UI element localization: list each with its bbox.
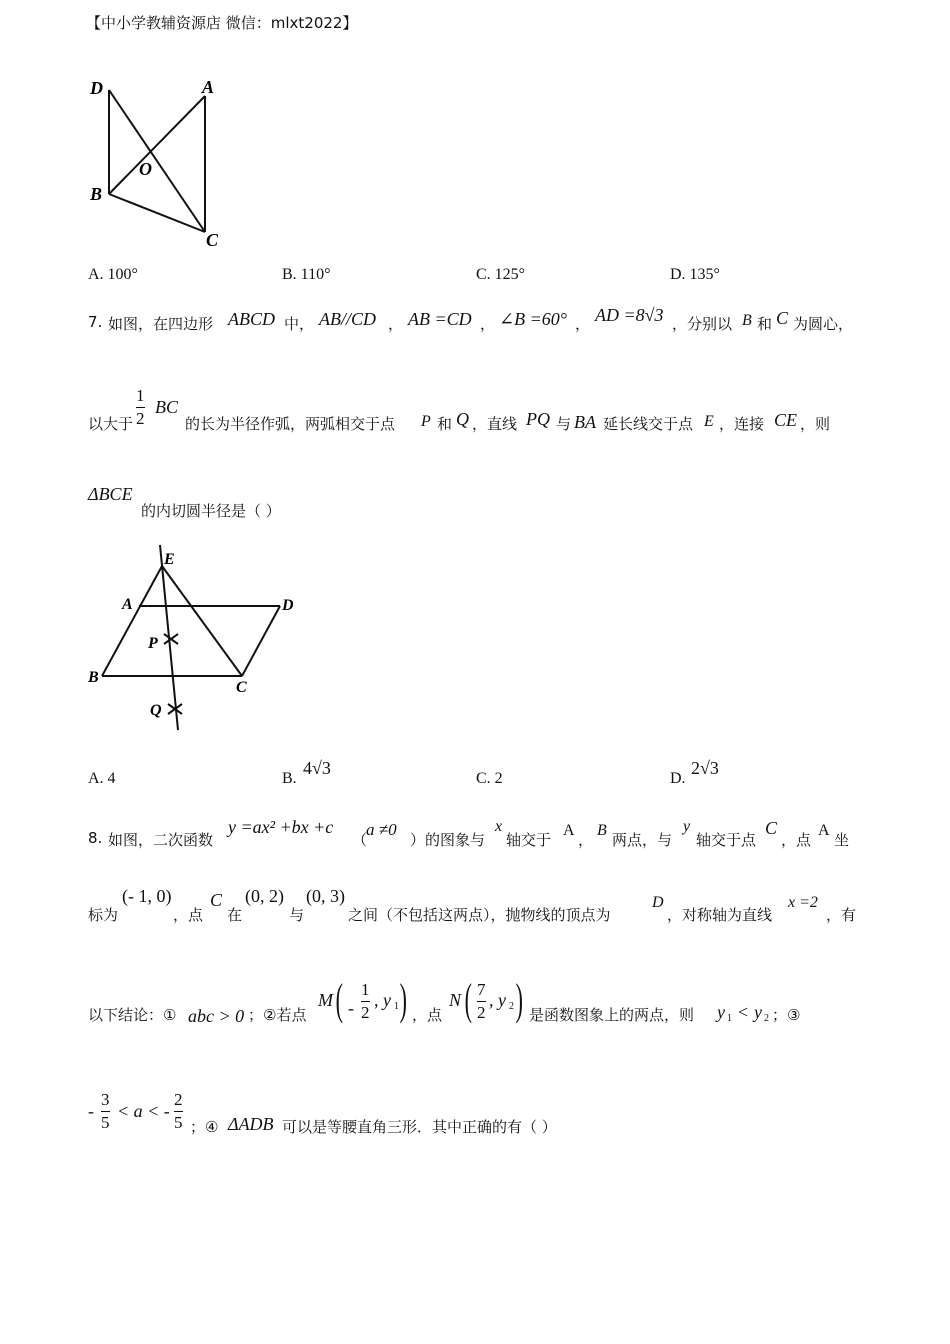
q7-label-p: P — [148, 635, 158, 652]
q6-label-a: A — [202, 77, 215, 97]
q8-math-N-y: , y — [489, 990, 506, 1010]
q7-label-e: E — [164, 551, 175, 568]
q8-math-A2: A — [818, 822, 830, 839]
q7-text-9: 以大于 — [88, 415, 134, 433]
q7-label-d: D — [282, 597, 294, 614]
q7-option-d-prefix: D. — [670, 770, 686, 787]
q7-text-13: 与 — [556, 415, 572, 433]
q8-text-12: 在 — [227, 906, 243, 924]
q8-fraction-N-num: 7 — [477, 980, 486, 999]
q7-text-6: ，分别以 — [672, 315, 733, 333]
q8-text-21: ；③ — [772, 1006, 801, 1024]
q7-option-d-value: 2√3 — [691, 758, 719, 778]
q7-math-ce: CE — [774, 410, 798, 430]
q7-math-c: C — [776, 308, 789, 328]
q8-math-function: y =ax² +bx +c — [228, 817, 334, 837]
q8-text-20: 是函数图象上的两点，则 — [529, 1006, 695, 1024]
paren-left: ( — [464, 975, 472, 1024]
q8-text-14: 之间（不包括这两点），抛物线的顶点为 — [348, 906, 611, 924]
q8-text-18: ；②若点 — [248, 1006, 307, 1024]
q8-fraction-N-den: 2 — [477, 1003, 486, 1022]
q8-text-19: ，点 — [412, 1006, 443, 1024]
q7-math-bc: BC — [155, 397, 179, 417]
q8-text-7: 轴交于点 — [696, 831, 757, 849]
q7-text-15: ，连接 — [719, 415, 765, 433]
q8-fraction-1-num: 3 — [101, 1090, 110, 1109]
q7-math-b: B — [742, 312, 752, 329]
paren-left: ( — [335, 975, 343, 1024]
q7-option-b-prefix: B. — [282, 770, 297, 787]
q8-math-M-sign: - — [348, 998, 354, 1018]
q7-figure — [84, 540, 314, 740]
q8-fraction-N — [477, 980, 486, 1023]
q6-option-a: A. 100° — [88, 266, 138, 283]
q8-text-2: （ — [352, 831, 368, 849]
q7-label-c: C — [236, 679, 247, 696]
q7-text-4: ， — [480, 315, 496, 333]
q7-text-8: 为圆心， — [793, 315, 854, 333]
q8-math-point-3: (0, 3) — [306, 886, 345, 906]
q8-math-M-sub: 1 — [394, 1001, 399, 1012]
q8-fraction-2-num: 2 — [174, 1090, 183, 1109]
q7-math-ba: BA — [574, 412, 596, 432]
q7-label-q: Q — [150, 702, 162, 719]
q8-text-3: ）的图象与 — [410, 831, 486, 849]
q7-math-triangle: ΔBCE — [88, 484, 133, 504]
q8-text-11: ，点 — [173, 906, 204, 924]
q8-math-N-sub: 2 — [509, 1001, 514, 1012]
q8-math-B: B — [597, 822, 607, 839]
q8-text-10: 标为 — [88, 906, 119, 924]
q7-math-pq: PQ — [526, 409, 550, 429]
q8-fraction-M-num: 1 — [361, 980, 370, 999]
fraction-bar — [174, 1111, 183, 1112]
q7-text-5: ， — [575, 315, 591, 333]
q8-text-8: ，点 — [781, 831, 812, 849]
q8-math-x: x — [495, 818, 503, 835]
q8-text-23: 可以是等腰直角三形．其中正确的有（ ） — [282, 1118, 557, 1136]
q8-math-point-2: (0, 2) — [245, 886, 284, 906]
q7-text-12: ，直线 — [472, 415, 518, 433]
q7-number: 7. — [88, 313, 103, 331]
q8-math-y: y — [683, 818, 691, 835]
q8-text-4: 轴交于 — [506, 831, 552, 849]
q6-option-d: D. 135° — [670, 266, 720, 283]
q7-text-10: 的长为半径作弧，两弧相交于点 — [185, 415, 396, 433]
q7-text-3: ， — [388, 315, 404, 333]
q7-math-equal: AB =CD — [408, 309, 472, 329]
q6-option-c: C. 125° — [476, 266, 526, 283]
q8-math-A: A — [563, 822, 575, 839]
q6-label-o: O — [139, 159, 152, 179]
q8-math-point-1: (- 1, 0) — [122, 886, 172, 906]
q7-fraction-num: 1 — [136, 386, 145, 405]
q7-fraction-den: 2 — [136, 409, 145, 428]
q7-text-16: ，则 — [800, 415, 831, 433]
q8-math-y2-sub: 2 — [764, 1013, 769, 1024]
q7-math-e: E — [704, 413, 714, 430]
q8-fraction-1 — [101, 1090, 110, 1133]
paren-right: ) — [399, 975, 407, 1024]
q7-math-parallel: AB//CD — [319, 309, 376, 329]
q6-option-b: B. 110° — [282, 266, 331, 283]
q7-text-7: 和 — [757, 315, 773, 333]
q7-math-angle: ∠B =60° — [499, 309, 567, 329]
q8-math-less-than: < — [738, 1002, 749, 1022]
q8-text-15: ，对称轴为直线 — [667, 906, 773, 924]
q8-math-inequality: < a < - — [117, 1101, 170, 1121]
fraction-bar — [136, 407, 145, 408]
q8-text-1: 如图，二次函数 — [108, 831, 214, 849]
q7-label-a: A — [122, 596, 133, 613]
q8-text-16: ，有 — [826, 906, 857, 924]
q8-fraction-1-den: 5 — [101, 1113, 110, 1132]
q7-option-a: A. 4 — [88, 770, 116, 787]
q6-label-d: D — [90, 78, 103, 98]
q7-math-q: Q — [456, 409, 469, 429]
q8-text-6: 两点，与 — [612, 831, 673, 849]
q7-line-dc — [242, 606, 280, 676]
q6-label-c: C — [206, 230, 219, 250]
q7-fraction-half — [136, 386, 145, 429]
q7-text-17: 的内切圆半径是（ ） — [141, 502, 281, 520]
q8-math-abc: abc > 0 — [188, 1006, 245, 1026]
q8-math-adb: ΔADB — [228, 1114, 274, 1134]
paren-right: ) — [515, 975, 523, 1024]
q7-line-eb — [102, 566, 162, 676]
q7-line-ec — [162, 566, 242, 676]
q8-math-neg-sign: - — [88, 1101, 94, 1121]
fraction-bar — [361, 1001, 370, 1002]
q8-number: 8. — [88, 829, 103, 847]
q8-fraction-2-den: 5 — [174, 1113, 183, 1132]
q8-fraction-M-den: 2 — [361, 1003, 370, 1022]
q8-math-axis: x =2 — [788, 894, 818, 911]
q7-option-c: C. 2 — [476, 770, 503, 787]
q6-line-bc — [109, 194, 205, 232]
q7-text-1: 如图，在四边形 — [108, 315, 214, 333]
q7-label-b: B — [88, 669, 99, 686]
q7-math-p: P — [421, 413, 431, 430]
q8-math-y2: y — [754, 1002, 762, 1022]
q8-math-y1: y — [717, 1002, 725, 1022]
q8-text-17: 以下结论：① — [88, 1006, 177, 1024]
q8-math-y1-sub: 1 — [727, 1013, 732, 1024]
q6-figure — [84, 72, 234, 252]
q7-arc-mark-p — [164, 634, 178, 644]
fraction-bar — [101, 1111, 110, 1112]
q8-math-C: C — [765, 818, 778, 838]
q8-math-C2: C — [210, 890, 223, 910]
q6-label-b: B — [90, 184, 103, 204]
q8-fraction-M — [361, 980, 370, 1023]
q7-math-ad: AD =8√3 — [595, 305, 664, 325]
q7-text-11: 和 — [437, 415, 453, 433]
q8-text-22: ；④ — [190, 1118, 219, 1136]
header-watermark: 【中小学教辅资源店 微信：mlxt2022】 — [86, 14, 358, 32]
q8-text-9: 坐 — [834, 831, 850, 849]
fraction-bar — [477, 1001, 486, 1002]
q8-math-N: N — [449, 990, 462, 1010]
q8-math-M: M — [318, 990, 333, 1010]
q8-text-13: 与 — [289, 906, 305, 924]
q7-option-b-value: 4√3 — [303, 758, 331, 778]
q7-text-14: 延长线交于点 — [603, 415, 694, 433]
q7-math-abcd: ABCD — [228, 309, 275, 329]
q7-text-2: 中， — [284, 315, 315, 333]
q8-fraction-2 — [174, 1090, 183, 1133]
q8-math-M-y: , y — [374, 990, 391, 1010]
q8-math-a-neq: a ≠0 — [366, 820, 397, 839]
q8-text-5: ， — [578, 831, 594, 849]
q8-math-D: D — [652, 894, 664, 911]
